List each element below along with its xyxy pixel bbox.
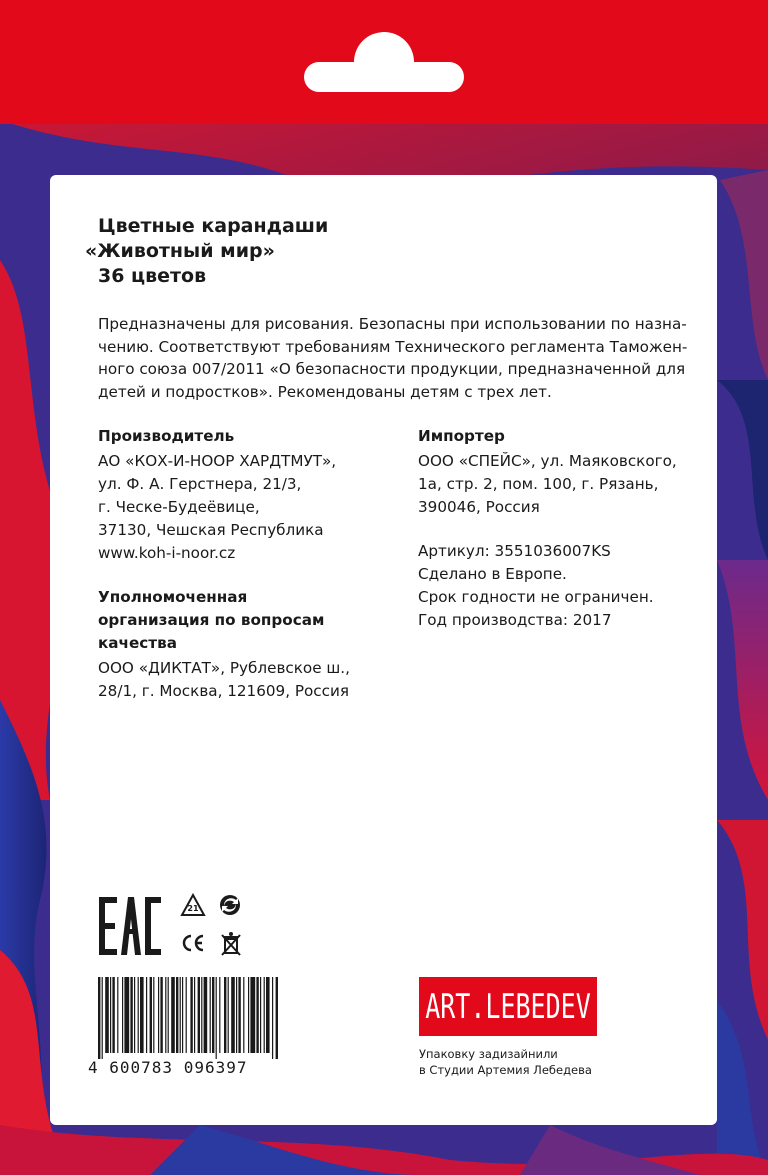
barcode-number: 4 600783 096397	[88, 1058, 248, 1077]
art-lebedev-logo	[419, 977, 597, 1036]
barcode-bar	[98, 977, 100, 1059]
barcode-bar	[150, 977, 152, 1053]
barcode-bar	[256, 977, 258, 1053]
barcode-bar	[138, 977, 139, 1053]
shelf-life: Срок годности не ограничен.	[418, 588, 654, 606]
recycle-arrow-icon	[218, 893, 242, 917]
manufacturer-line: г. Ческе-Будеёвице,	[98, 498, 260, 516]
barcode-bar	[276, 977, 278, 1059]
barcode-bar	[117, 977, 118, 1053]
article-number: Артикул: 3551036007KS	[418, 542, 611, 560]
importer-heading: Импортер	[418, 427, 505, 445]
barcode-bar	[201, 977, 202, 1053]
barcode-bar	[264, 977, 265, 1053]
barcode-bar	[260, 977, 261, 1053]
barcode-bar	[112, 977, 114, 1053]
product-title	[85, 214, 329, 289]
barcode-bar	[160, 977, 162, 1053]
manufacturer-line: АО «КОХ-И-НООР ХАРДТМУТ»,	[98, 452, 337, 470]
barcode-bar	[190, 977, 192, 1053]
ce-mark-icon	[180, 933, 206, 953]
barcode-bar	[146, 977, 147, 1053]
importer-line: ООО «СПЕЙС», ул. Маяковского,	[418, 452, 677, 470]
product-description	[98, 313, 688, 403]
credit-line-2: в Студии Артемия Лебедева	[419, 1063, 592, 1077]
manufacturer-heading: Производитель	[98, 427, 235, 445]
description-line: чению. Соответствуют требованиям Технического регламента Таможен-	[98, 337, 688, 356]
article-info-block	[418, 540, 654, 632]
recycle-21-icon	[180, 893, 206, 919]
barcode-bar	[124, 977, 129, 1053]
barcode-bar	[212, 977, 214, 1053]
barcode-bar	[158, 977, 159, 1053]
barcode-bar	[250, 977, 255, 1053]
authorized-heading-line: качества	[98, 634, 177, 652]
barcode-bar	[210, 977, 211, 1053]
barcode-bar	[168, 977, 169, 1053]
barcode-bar	[243, 977, 244, 1053]
description-line: ного союза 007/2011 «О безопасности продукции, предназначенной для	[98, 360, 686, 379]
barcode-bar	[105, 977, 109, 1053]
hang-hole-icon	[289, 32, 479, 92]
production-year: Год производства: 2017	[418, 611, 612, 629]
description-line: Предназначены для рисования. Безопасны при использовании по назна-	[98, 315, 687, 333]
barcode-bar	[272, 977, 273, 1059]
manufacturer-website: www.koh-i-noor.cz	[98, 544, 236, 562]
logo-text: ART.LEBEDEV	[425, 986, 591, 1027]
barcode-bar	[228, 977, 229, 1053]
barcode-bar	[198, 977, 200, 1053]
barcode-bar	[153, 977, 154, 1053]
barcode-bar	[102, 977, 103, 1059]
manufacturer-block	[98, 425, 336, 565]
barcode	[98, 977, 278, 1059]
barcode-bar	[176, 977, 178, 1053]
barcode-bar	[224, 977, 226, 1053]
importer-line: 1а, стр. 2, пом. 100, г. Рязань,	[418, 475, 659, 493]
barcode-bar	[238, 977, 240, 1053]
barcode-bar	[266, 977, 270, 1053]
eac-mark-icon	[99, 897, 161, 955]
crossed-bin-icon	[220, 931, 242, 957]
barcode-bar	[182, 977, 183, 1053]
barcode-bar	[194, 977, 195, 1053]
importer-line: 390046, Россия	[418, 498, 540, 516]
authorized-line: 28/1, г. Москва, 121609, Россия	[98, 682, 350, 700]
barcode-bar	[236, 977, 237, 1053]
barcode-bar	[231, 977, 235, 1053]
recycle-code: 21	[187, 904, 199, 913]
barcode-bar	[130, 977, 132, 1053]
credit-line-1: Упаковку задизайнили	[419, 1047, 558, 1061]
barcode-bar	[110, 977, 111, 1053]
barcode-bar	[165, 977, 166, 1053]
authorized-line: ООО «ДИКТАТ», Рублевское ш.,	[98, 659, 350, 677]
manufacturer-line: 37130, Чешская Республика	[98, 521, 324, 539]
barcode-bar	[219, 977, 220, 1053]
title-line-2: «Животный мир»	[85, 240, 275, 262]
authorized-heading-line: Уполномоченная	[98, 588, 248, 606]
title-line-3: 36 цветов	[98, 265, 207, 287]
manufacturer-line: ул. Ф. А. Герстнера, 21/3,	[98, 475, 302, 493]
barcode-bar	[122, 977, 123, 1053]
authorized-org-block	[98, 586, 350, 703]
design-credit	[419, 1046, 592, 1078]
barcode-bar	[171, 977, 175, 1053]
barcode-bar	[140, 977, 144, 1053]
barcode-bar	[216, 977, 217, 1059]
authorized-heading-line: организация по вопросам	[98, 611, 325, 629]
title-line-1: Цветные карандаши	[98, 215, 329, 237]
description-line: детей и подростков». Рекомендованы детям с трех лет.	[98, 382, 552, 401]
barcode-bar	[248, 977, 249, 1053]
barcode-bar	[134, 977, 135, 1053]
barcode-bar	[204, 977, 208, 1053]
made-in: Сделано в Европе.	[418, 565, 567, 583]
importer-block	[418, 425, 677, 519]
barcode-bar	[186, 977, 187, 1053]
barcode-bar	[180, 977, 181, 1053]
